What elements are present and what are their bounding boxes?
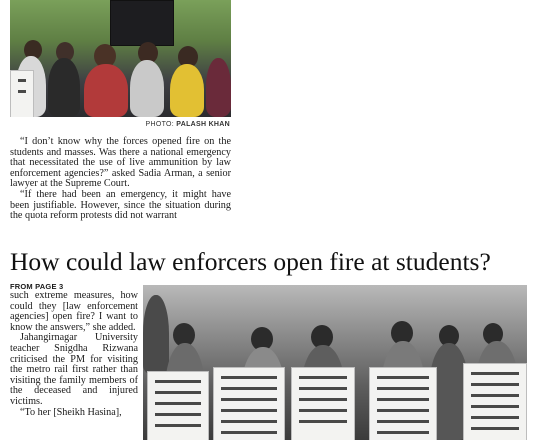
story-text-continued — [10, 291, 138, 418]
protester — [143, 295, 169, 375]
placard — [369, 367, 437, 440]
protest-photo-top — [10, 0, 231, 117]
placard — [291, 367, 355, 440]
protester — [170, 64, 204, 117]
story-text-top — [10, 137, 231, 222]
protester — [48, 58, 80, 117]
placard — [10, 70, 34, 117]
protester — [206, 58, 231, 117]
paragraph: “I don’t know why the forces opened fire on the students and masses. Was there a national emergency that necessitated the use of live ammunition by law enforcement agencies?” asked Sadia Arman, a senior lawyer at the Supreme Court. — [10, 136, 231, 190]
jump-line: FROM PAGE 3 — [10, 282, 64, 291]
placard — [147, 371, 209, 440]
photo-credit: PHOTO: PALASH KHAN — [145, 121, 230, 128]
black-banner — [110, 0, 174, 46]
article-headline: How could law enforcers open fire at students? — [10, 247, 491, 276]
protest-photo-bottom — [143, 285, 527, 440]
placard — [463, 363, 527, 440]
paragraph: “If there had been an emergency, it might have been justifiable. However, since the situation during the quota reform protests did not warrant — [10, 188, 231, 222]
paragraph: such extreme measures, how could they [law enforcement agencies] open fire? I want to know the answers,” she added. — [10, 290, 138, 333]
paragraph: “To her [Sheikh Hasina], — [20, 406, 122, 418]
paragraph: Jahangirnagar University teacher Snigdha Rizwana criticised the PM for visiting the metro rail first rather than visiting the family members of the deceased and injured victims. — [10, 332, 138, 407]
placard — [213, 367, 285, 440]
protester — [84, 64, 128, 117]
protester — [130, 60, 164, 117]
